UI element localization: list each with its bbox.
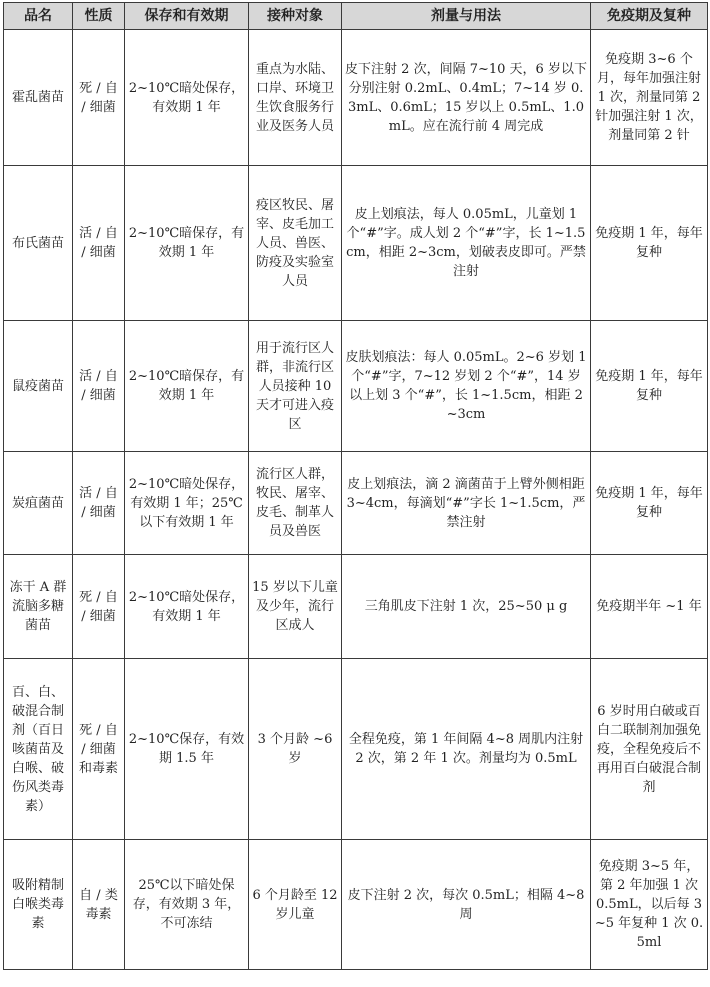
vaccine-name: 百、白、破混合制剂（百日咳菌苗及白喉、破伤风类毒素） <box>4 659 73 840</box>
table-row <box>4 452 708 555</box>
vaccine-target: 疫区牧民、屠宰、皮毛加工人员、兽医、防疫及实验室人员 <box>249 166 342 321</box>
header-nature: 性质 <box>73 3 125 30</box>
vaccine-storage: 2~10℃暗处保存，有效期 1 年 <box>125 555 249 659</box>
vaccine-immunity: 免疫期 1 年，每年复种 <box>591 321 708 452</box>
vaccine-name: 霍乱菌苗 <box>4 30 73 166</box>
vaccine-name: 炭疽菌苗 <box>4 452 73 555</box>
header-immunity: 免疫期及复种 <box>591 3 708 30</box>
vaccine-storage: 2~10℃暗处保存，有效期 1 年 <box>125 30 249 166</box>
vaccine-dosage: 全程免疫，第 1 年间隔 4~8 周肌内注射 2 次，第 2 年 1 次。剂量均为 0.5mL <box>342 659 591 840</box>
vaccine-dosage: 皮上划痕法，滴 2 滴菌苗于上臂外侧相距 3~4cm，每滴划“#”字长 1~1.5cm，严禁注射 <box>342 452 591 555</box>
vaccine-immunity: 免疫期 3~6 个月，每年加强注射 1 次，剂量同第 2 针加强注射 1 次，剂量同第 2 针 <box>591 30 708 166</box>
vaccine-storage: 2~10℃暗处保存，有效期 1 年；25℃以下有效期 1 年 <box>125 452 249 555</box>
vaccine-name: 布氏菌苗 <box>4 166 73 321</box>
vaccine-storage: 2~10℃保存，有效期 1.5 年 <box>125 659 249 840</box>
vaccine-immunity: 免疫期 1 年，每年复种 <box>591 166 708 321</box>
vaccine-dosage: 皮下注射 2 次，每次 0.5mL；相隔 4~8 周 <box>342 840 591 970</box>
table-header-row <box>4 3 708 30</box>
header-target: 接种对象 <box>249 3 342 30</box>
vaccine-target: 15 岁以下儿童及少年，流行区成人 <box>249 555 342 659</box>
vaccine-storage: 2~10℃暗保存，有效期 1 年 <box>125 321 249 452</box>
header-dosage: 剂量与用法 <box>342 3 591 30</box>
table-row <box>4 659 708 840</box>
vaccine-nature: 自 / 类毒素 <box>73 840 125 970</box>
vaccine-target: 3 个月龄 ~6 岁 <box>249 659 342 840</box>
vaccine-name: 鼠疫菌苗 <box>4 321 73 452</box>
vaccine-storage: 2~10℃暗保存，有效期 1 年 <box>125 166 249 321</box>
table-row <box>4 166 708 321</box>
vaccine-storage: 25℃以下暗处保存，有效期 3 年，不可冻结 <box>125 840 249 970</box>
vaccine-nature: 死 / 自 / 细菌 <box>73 30 125 166</box>
vaccine-target: 重点为水陆、口岸、环境卫生饮食服务行业及医务人员 <box>249 30 342 166</box>
table-row <box>4 840 708 970</box>
vaccine-dosage: 皮上划痕法，每人 0.05mL，儿童划 1 个“#”字。成人划 2 个“#”字，长 1~1.5cm，相距 2~3cm，划破表皮即可。严禁注射 <box>342 166 591 321</box>
vaccine-name: 冻干 A 群流脑多糖菌苗 <box>4 555 73 659</box>
vaccine-immunity: 6 岁时用白破或百白二联制剂加强免疫，全程免疫后不再用百白破混合制剂 <box>591 659 708 840</box>
vaccine-dosage: 皮下注射 2 次，间隔 7~10 天，6 岁以下分别注射 0.2mL、0.4mL；7~14 岁 0.3mL、0.6mL；15 岁以上 0.5mL、1.0mL。应在流行前 4 周完成 <box>342 30 591 166</box>
table-row <box>4 321 708 452</box>
vaccine-target: 流行区人群，牧民、屠宰、皮毛、制革人员及兽医 <box>249 452 342 555</box>
table-row <box>4 555 708 659</box>
vaccine-table <box>3 2 708 970</box>
vaccine-nature: 死 / 自 / 细菌和毒素 <box>73 659 125 840</box>
vaccine-nature: 活 / 自 / 细菌 <box>73 166 125 321</box>
vaccine-nature: 活 / 自 / 细菌 <box>73 452 125 555</box>
vaccine-nature: 活 / 自 / 细菌 <box>73 321 125 452</box>
vaccine-target: 用于流行区人群，非流行区人员接种 10 天才可进入疫区 <box>249 321 342 452</box>
vaccine-immunity: 免疫期 3~5 年，第 2 年加强 1 次 0.5mL，以后每 3~5 年复种 1 次 0.5ml <box>591 840 708 970</box>
table-row <box>4 30 708 166</box>
vaccine-dosage: 皮肤划痕法：每人 0.05mL。2~6 岁划 1 个“#”字，7~12 岁划 2 个“#”，14 岁以上划 3 个“#”，长 1~1.5cm，相距 2~3cm <box>342 321 591 452</box>
vaccine-target: 6 个月龄至 12 岁儿童 <box>249 840 342 970</box>
vaccine-immunity: 免疫期 1 年，每年复种 <box>591 452 708 555</box>
vaccine-dosage: 三角肌皮下注射 1 次，25~50 μ g <box>342 555 591 659</box>
vaccine-nature: 死 / 自 / 细菌 <box>73 555 125 659</box>
header-storage: 保存和有效期 <box>125 3 249 30</box>
header-name: 品名 <box>4 3 73 30</box>
vaccine-name: 吸附精制白喉类毒素 <box>4 840 73 970</box>
vaccine-immunity: 免疫期半年 ~1 年 <box>591 555 708 659</box>
